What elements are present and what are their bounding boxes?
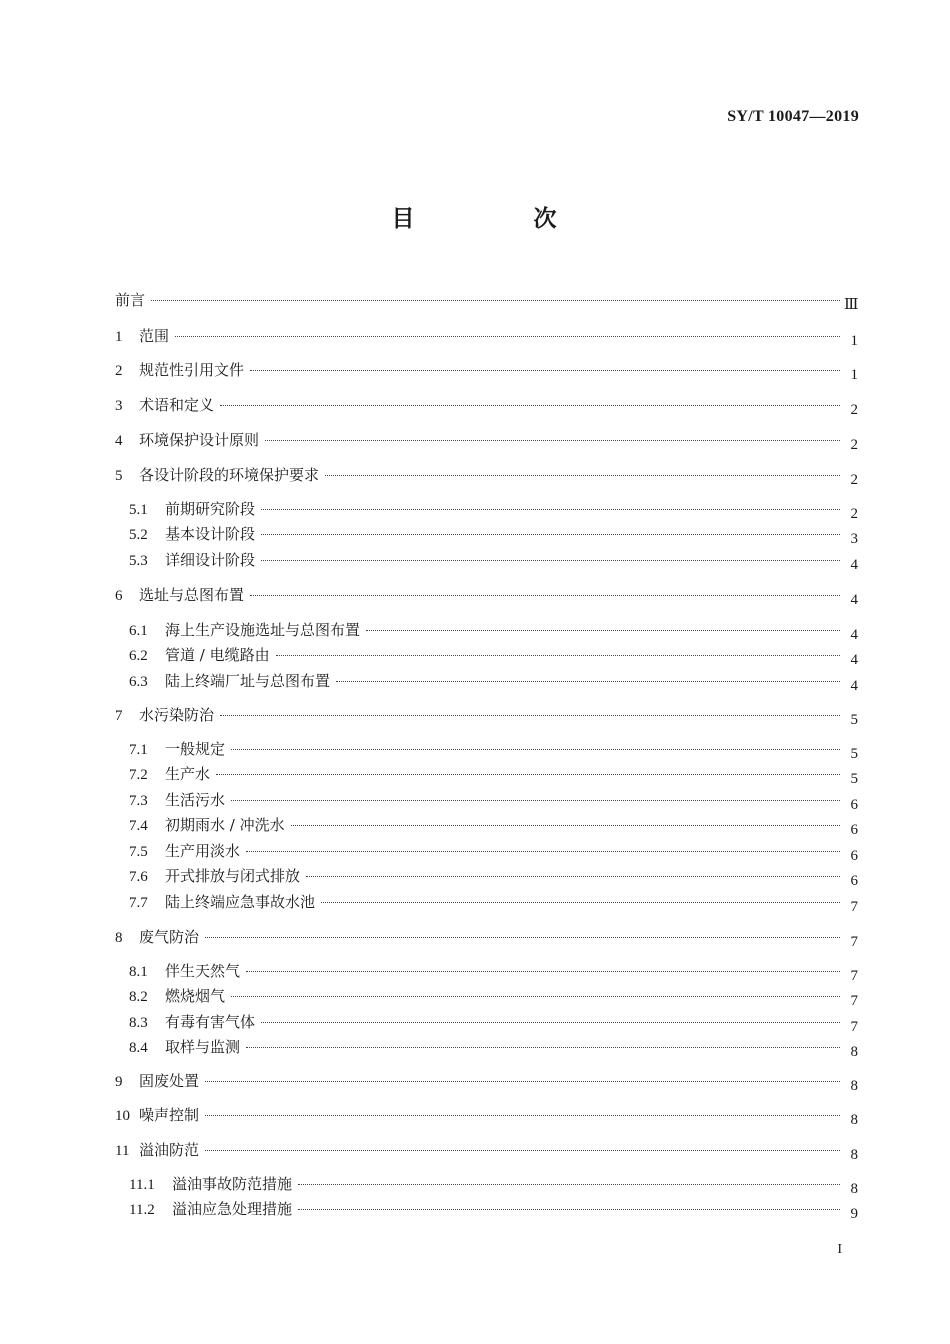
toc-entry-page: 6 (850, 873, 858, 889)
dot-leader (216, 774, 840, 775)
toc-entry-title: 规范性引用文件 (139, 361, 245, 379)
dot-leader (261, 1022, 840, 1023)
toc-entry-title: 前期研究阶段 (165, 500, 256, 518)
toc-entry-page: 5 (850, 746, 858, 762)
toc-entry-page: 8 (850, 1147, 858, 1163)
toc-entry-number: 4 (115, 433, 123, 449)
toc-entry-page: 2 (850, 402, 858, 418)
toc-entry-title: 管道 / 电缆路由 (165, 646, 270, 664)
toc-entry[interactable] (129, 670, 858, 692)
toc-entry-page: 8 (850, 1044, 858, 1060)
toc-entry-page: 6 (850, 797, 858, 813)
toc-entry-page: 8 (850, 1112, 858, 1128)
toc-entry[interactable] (129, 523, 858, 545)
dot-leader (336, 681, 840, 682)
toc-entry[interactable] (115, 584, 858, 606)
toc-entry-number: 11 (115, 1143, 130, 1159)
toc-entry[interactable] (115, 394, 858, 416)
toc-entry[interactable] (129, 865, 858, 887)
dot-leader (246, 851, 840, 852)
toc-entry-title: 伴生天然气 (165, 962, 241, 980)
dot-leader (298, 1209, 840, 1210)
toc-entry-title: 溢油防范 (139, 1141, 200, 1159)
toc-entry-title: 开式排放与闭式排放 (165, 867, 301, 885)
toc-entry-title: 各设计阶段的环境保护要求 (139, 466, 320, 484)
dot-leader (151, 300, 840, 301)
toc-entry[interactable] (115, 464, 858, 486)
dot-leader (175, 336, 840, 337)
toc-entry-page: 4 (850, 592, 858, 608)
toc-entry-page: 7 (850, 899, 858, 915)
toc-entry-title: 前言 (115, 291, 146, 309)
toc-entry-title: 生活污水 (165, 791, 226, 809)
dot-leader (306, 876, 840, 877)
toc-entry[interactable] (129, 619, 858, 641)
toc-entry-number: 7.6 (129, 869, 148, 885)
toc-entry-title: 陆上终端应急事故水池 (165, 893, 316, 911)
dot-leader (205, 1081, 840, 1082)
toc-entry-page: 9 (850, 1206, 858, 1222)
dot-leader (250, 370, 840, 371)
toc-entry-number: 6 (115, 588, 123, 604)
dot-leader (276, 655, 840, 656)
toc-entry[interactable] (115, 1104, 858, 1126)
toc-entry-number: 5.1 (129, 502, 148, 518)
toc-entry-title: 有毒有害气体 (165, 1013, 256, 1031)
toc-entry-title: 生产用淡水 (165, 842, 241, 860)
toc-entry-number: 8 (115, 930, 123, 946)
toc-entry[interactable] (129, 1198, 858, 1220)
toc-entry[interactable] (115, 1139, 858, 1161)
toc-entry-title: 范围 (139, 327, 170, 345)
toc-entry-page: 5 (850, 712, 858, 728)
dot-leader (325, 475, 840, 476)
toc-entry-number: 8.3 (129, 1015, 148, 1031)
toc-entry-page: 2 (850, 506, 858, 522)
toc-entry-number: 7.1 (129, 742, 148, 758)
toc-entry-page: 2 (850, 472, 858, 488)
toc-entry-page: 1 (850, 333, 858, 349)
toc-entry-title: 术语和定义 (139, 396, 215, 414)
toc-entry-number: 8.1 (129, 964, 148, 980)
dot-leader (231, 749, 840, 750)
dot-leader (291, 825, 840, 826)
dot-leader (261, 509, 840, 510)
toc-entry[interactable] (115, 325, 858, 347)
toc-entry[interactable] (115, 359, 858, 381)
toc-entry-number: 6.2 (129, 648, 148, 664)
toc-entry-title: 选址与总图布置 (139, 586, 245, 604)
toc-entry-page: 7 (850, 1019, 858, 1035)
dot-leader (246, 971, 840, 972)
toc-entry-page: 2 (850, 437, 858, 453)
standard-code: SY/T 10047—2019 (727, 108, 859, 125)
toc-entry[interactable] (129, 1036, 858, 1058)
toc-entry-number: 10 (115, 1108, 130, 1124)
dot-leader (205, 1150, 840, 1151)
toc-entry-page: 6 (850, 822, 858, 838)
toc-entry[interactable] (115, 926, 858, 948)
dot-leader (246, 1047, 840, 1048)
toc-entry[interactable] (115, 289, 858, 311)
toc-entry-number: 7.5 (129, 844, 148, 860)
toc-entry-page: 1 (850, 367, 858, 383)
toc-entry-page: 3 (850, 531, 858, 547)
toc-entry-title: 详细设计阶段 (165, 551, 256, 569)
dot-leader (250, 595, 840, 596)
toc-entry-page: 8 (850, 1181, 858, 1197)
toc-entry-number: 11.1 (129, 1177, 155, 1193)
toc-entry-page: 6 (850, 848, 858, 864)
dot-leader (261, 560, 840, 561)
toc-entry-number: 1 (115, 329, 123, 345)
toc-entry[interactable] (115, 704, 858, 726)
toc-entry[interactable] (129, 960, 858, 982)
toc-entry[interactable] (129, 549, 858, 571)
toc-entry-title: 燃烧烟气 (165, 987, 226, 1005)
toc-entry-page: 4 (850, 557, 858, 573)
toc-entry[interactable] (129, 891, 858, 913)
dot-leader (321, 902, 840, 903)
dot-leader (366, 630, 840, 631)
dot-leader (231, 800, 840, 801)
toc-entry[interactable] (129, 985, 858, 1007)
toc-title: 目 次 (391, 206, 605, 232)
toc-entry[interactable] (115, 429, 858, 451)
toc-entry[interactable] (129, 840, 858, 862)
toc-entry-number: 2 (115, 363, 123, 379)
toc-entry-number: 7.3 (129, 793, 148, 809)
toc-entry-number: 3 (115, 398, 123, 414)
toc-entry-title: 废气防治 (139, 928, 200, 946)
toc-entry-title: 固废处置 (139, 1072, 200, 1090)
toc-entry-page: 4 (850, 652, 858, 668)
dot-leader (261, 534, 840, 535)
toc-entry-number: 9 (115, 1074, 123, 1090)
toc-entry[interactable] (129, 814, 858, 836)
toc-entry-page: 5 (850, 771, 858, 787)
dot-leader (265, 440, 840, 441)
dot-leader (220, 715, 840, 716)
toc-entry-title: 一般规定 (165, 740, 226, 758)
toc-entry-page: 7 (850, 968, 858, 984)
toc-entry-number: 7.4 (129, 818, 148, 834)
toc-entry-title: 噪声控制 (139, 1106, 200, 1124)
toc-entry-number: 7.2 (129, 767, 148, 783)
dot-leader (205, 1115, 840, 1116)
toc-entry-page: 7 (850, 934, 858, 950)
toc-entry-title: 基本设计阶段 (165, 525, 256, 543)
dot-leader (220, 405, 840, 406)
toc-entry-title: 取样与监测 (165, 1038, 241, 1056)
toc-entry[interactable] (129, 738, 858, 760)
toc-entry-number: 8.2 (129, 989, 148, 1005)
toc-entry-page: 7 (850, 993, 858, 1009)
toc-entry-number: 6.1 (129, 623, 148, 639)
toc-entry-page: 8 (850, 1078, 858, 1094)
toc-entry[interactable] (129, 1173, 858, 1195)
toc-entry[interactable] (115, 1070, 858, 1092)
toc-entry-number: 8.4 (129, 1040, 148, 1056)
toc-entry[interactable] (129, 644, 858, 666)
toc-entry-number: 6.3 (129, 674, 148, 690)
toc-entry[interactable] (129, 789, 858, 811)
toc-entry-title: 初期雨水 / 冲洗水 (165, 816, 285, 834)
toc-entry-title: 水污染防治 (139, 706, 215, 724)
toc-entry-title: 陆上终端厂址与总图布置 (165, 672, 331, 690)
toc-entry-number: 5.2 (129, 527, 148, 543)
toc-entry-title: 海上生产设施选址与总图布置 (165, 621, 361, 639)
dot-leader (298, 1184, 840, 1185)
toc-entry[interactable] (129, 498, 858, 520)
toc-entry-title: 生产水 (165, 765, 211, 783)
page-number: I (837, 1242, 842, 1257)
toc-entry-number: 7.7 (129, 895, 148, 911)
toc-entry[interactable] (129, 763, 858, 785)
toc-entry-number: 5 (115, 468, 123, 484)
dot-leader (205, 937, 840, 938)
toc-entry-title: 环境保护设计原则 (139, 431, 260, 449)
toc-entry-page: Ⅲ (844, 297, 859, 313)
toc-entry-title: 溢油事故防范措施 (172, 1175, 293, 1193)
toc-entry-page: 4 (850, 678, 858, 694)
dot-leader (231, 996, 840, 997)
toc-entry-number: 11.2 (129, 1202, 155, 1218)
toc-entry-number: 7 (115, 708, 123, 724)
toc-entry-title: 溢油应急处理措施 (172, 1200, 293, 1218)
toc-entry-page: 4 (850, 627, 858, 643)
toc-entry[interactable] (129, 1011, 858, 1033)
toc-entry-number: 5.3 (129, 553, 148, 569)
